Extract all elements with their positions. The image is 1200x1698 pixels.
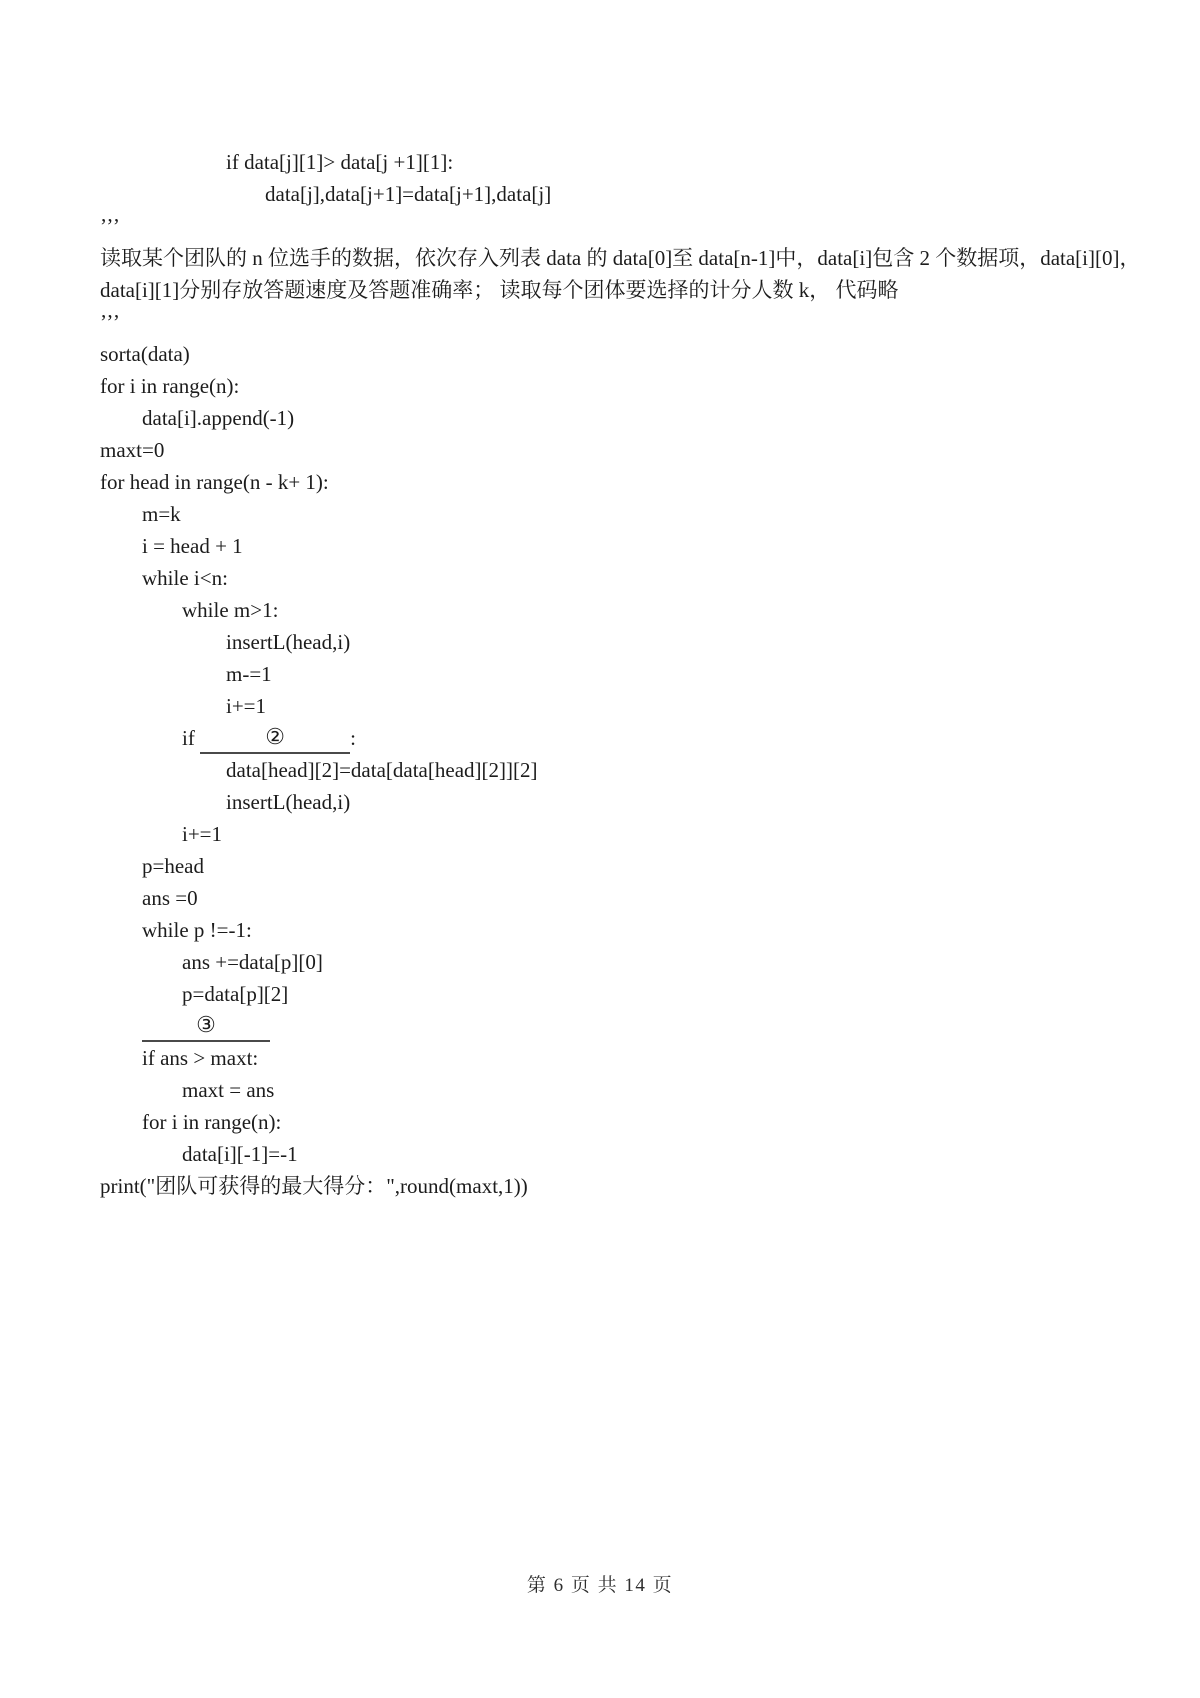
code-line: ans +=data[p][0]: [182, 950, 323, 974]
code-line: data[i].append(-1): [142, 406, 295, 430]
page-content: [100, 146, 1141, 1202]
paragraph-line: data[i][1]分别存放答题速度及答题准确率； 读取每个团体要选择的计分人数 k， 代码略: [100, 278, 899, 302]
code-line: print("团队可获得的最大得分：",round(maxt,1)): [100, 1174, 528, 1198]
code-line: for head in range(n - k+ 1):: [100, 470, 329, 494]
code-block-main: [100, 338, 1114, 1202]
code-line: [142, 1010, 1114, 1042]
code-text: :: [350, 726, 356, 750]
code-line: data[head][2]=data[data[head][2]][2]: [226, 758, 538, 782]
code-line: data[j],data[j+1]=data[j+1],data[j]: [265, 182, 552, 206]
code-line: m=k: [142, 502, 181, 526]
page-footer: [0, 1570, 1200, 1597]
code-line: maxt=0: [100, 438, 165, 462]
code-line: if ans > maxt:: [142, 1046, 259, 1070]
description-paragraph: [100, 242, 1141, 306]
page-number: 第 6 页 共 14 页: [526, 1575, 674, 1596]
fill-in-blank: ②: [200, 722, 350, 754]
code-line: data[i][-1]=-1: [182, 1142, 298, 1166]
code-line: p=data[p][2]: [182, 982, 289, 1006]
code-line: for i in range(n):: [142, 1110, 282, 1134]
code-line: while i<n:: [142, 566, 228, 590]
code-line: i+=1: [182, 822, 223, 846]
code-block-top: [100, 146, 1114, 210]
code-line: [182, 722, 1114, 754]
code-line: for i in range(n):: [100, 374, 240, 398]
code-line: maxt = ans: [182, 1078, 275, 1102]
docstring-delimiter-close: ’’’: [100, 310, 121, 334]
code-line: while m>1:: [182, 598, 279, 622]
code-line: m-=1: [226, 662, 272, 686]
code-line: if data[j][1]> data[j +1][1]:: [226, 150, 454, 174]
code-line: i = head + 1: [142, 534, 243, 558]
code-line: insertL(head,i): [226, 630, 351, 654]
docstring-delimiter-open: ’’’: [100, 214, 121, 238]
code-line: p=head: [142, 854, 204, 878]
code-line: insertL(head,i): [226, 790, 351, 814]
paragraph-line: 读取某个团队的 n 位选手的数据，依次存入列表 data 的 data[0]至 data[n-1]中，data[i]包含 2 个数据项，data[i][0]，: [100, 246, 1141, 270]
code-text: if: [182, 726, 201, 750]
fill-in-blank: ③: [142, 1010, 270, 1042]
code-line: while p !=-1:: [142, 918, 252, 942]
code-line: i+=1: [226, 694, 267, 718]
code-line: ans =0: [142, 886, 198, 910]
code-line: sorta(data): [100, 342, 190, 366]
